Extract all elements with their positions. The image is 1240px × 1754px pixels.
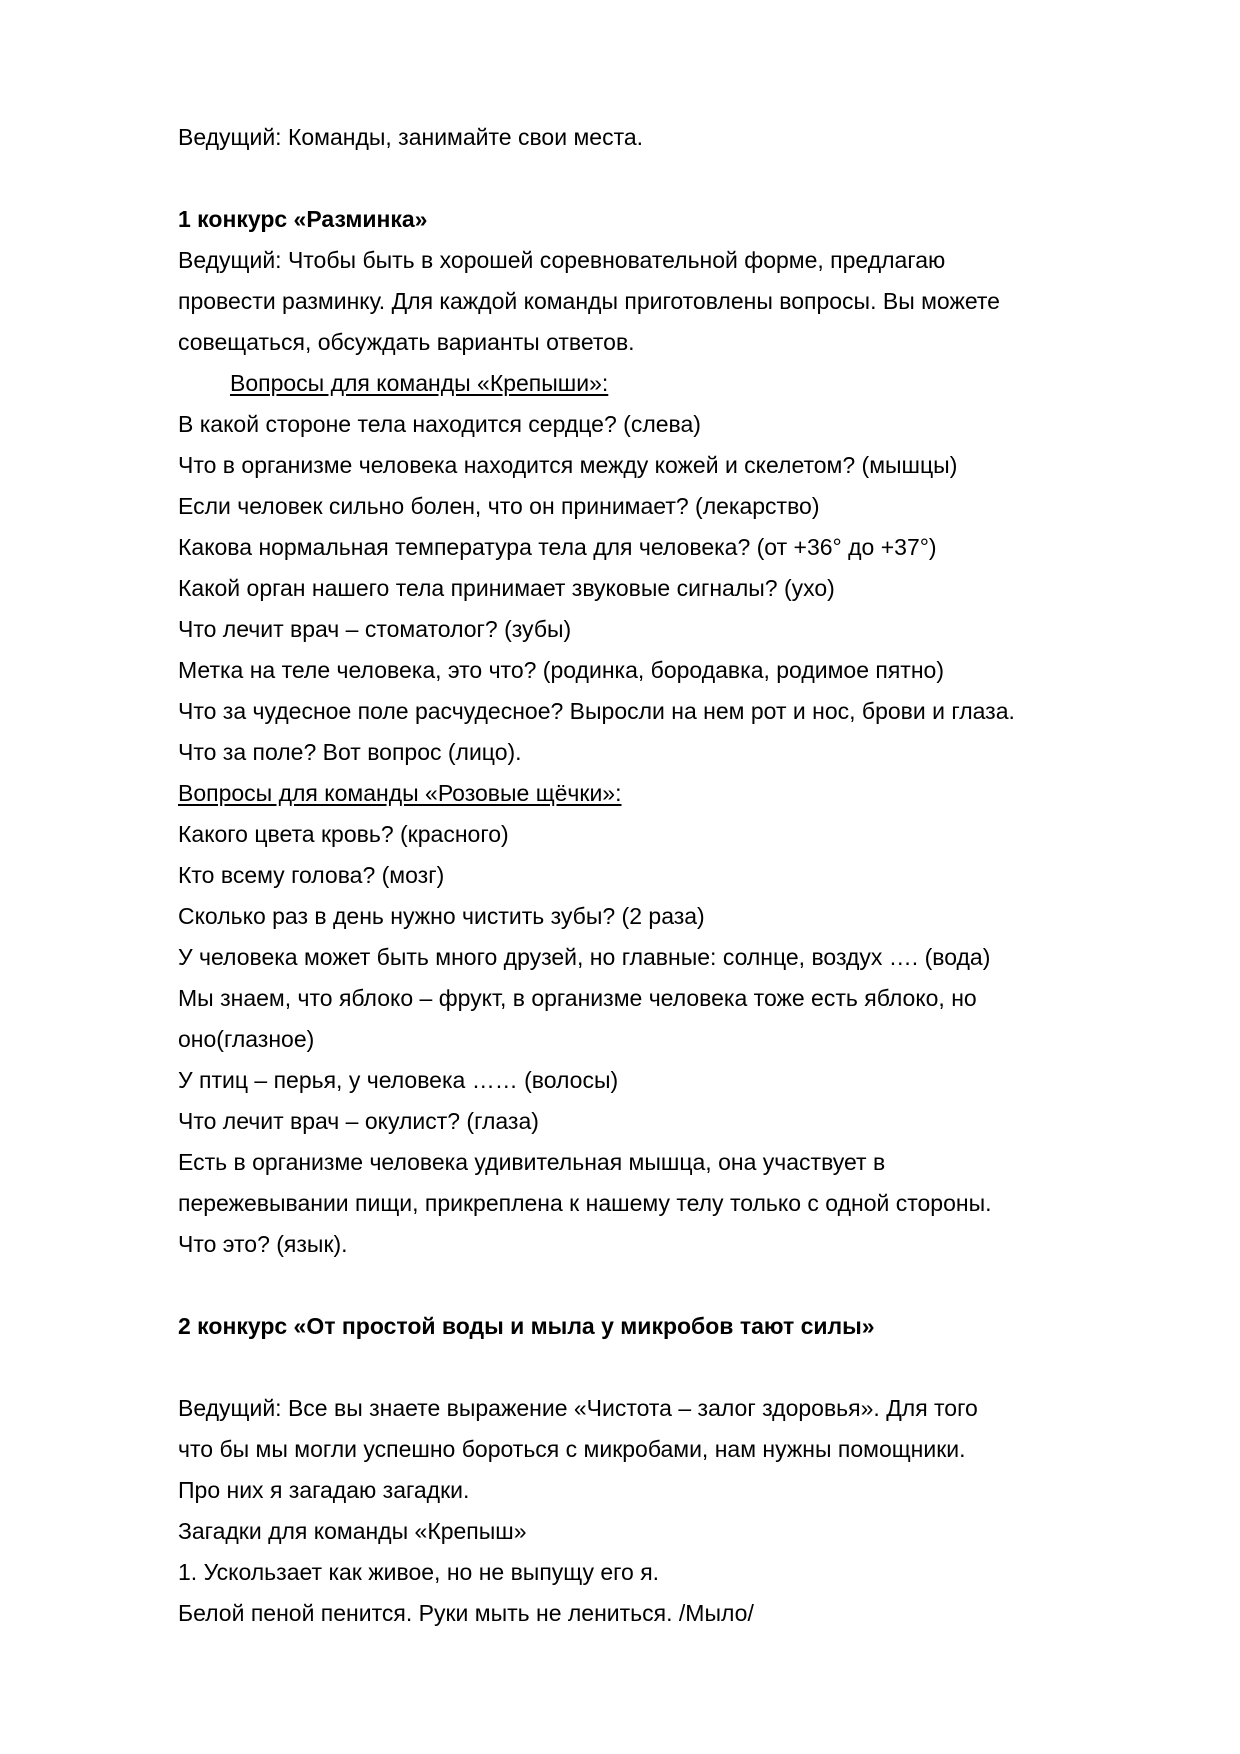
spacer	[178, 1265, 1168, 1306]
riddles-heading: Загадки для команды «Крепыш»	[178, 1518, 527, 1544]
question-line: Мы знаем, что яблоко – фрукт, в организме человека тоже есть яблоко, но	[178, 985, 977, 1011]
team1-heading	[178, 363, 1168, 404]
document-body	[178, 117, 1168, 1634]
question-line: Что лечит врач – окулист? (глаза)	[178, 1108, 539, 1134]
paragraph-line: Про них я загадаю загадки.	[178, 1477, 470, 1503]
question-line: пережевывании пищи, прикреплена к нашему телу только с одной стороны.	[178, 1190, 992, 1216]
question-line: Что это? (язык).	[178, 1231, 348, 1257]
team1-questions	[178, 404, 1168, 773]
contest2-host-text	[178, 1388, 1168, 1511]
team2-heading-text: Вопросы для команды «Розовые щёчки»:	[178, 780, 622, 806]
question-line: У птиц – перья, у человека …… (волосы)	[178, 1067, 619, 1093]
intro-line: Ведущий: Команды, занимайте свои места.	[178, 124, 644, 150]
question-line: Кто всему голова? (мозг)	[178, 862, 445, 888]
question-line: Что лечит врач – стоматолог? (зубы)	[178, 616, 572, 642]
team1-heading-text: Вопросы для команды «Крепыши»:	[230, 370, 609, 396]
question-line: У человека может быть много друзей, но главные: солнце, воздух …. (вода)	[178, 944, 991, 970]
riddle-line: Белой пеной пенится. Руки мыть не лениться. /Мыло/	[178, 1600, 754, 1626]
question-line: Сколько раз в день нужно чистить зубы? (2 раза)	[178, 903, 705, 929]
contest2-title: 2 конкурс «От простой воды и мыла у микробов тают силы»	[178, 1313, 875, 1339]
team2-questions	[178, 814, 1168, 1265]
question-line: Есть в организме человека удивительная мышца, она участвует в	[178, 1149, 886, 1175]
contest1-title: 1 конкурс «Разминка»	[178, 206, 428, 232]
riddle-line: 1. Ускользает как живое, но не выпущу его я.	[178, 1559, 660, 1585]
spacer	[178, 158, 1168, 199]
question-line: Что в организме человека находится между кожей и скелетом? (мышцы)	[178, 452, 958, 478]
question-line: Метка на теле человека, это что? (родинка, бородавка, родимое пятно)	[178, 657, 944, 683]
question-line: Какова нормальная температура тела для человека? (от +36° до +37°)	[178, 534, 937, 560]
team2-heading	[178, 773, 1168, 814]
riddles-list	[178, 1552, 1168, 1634]
paragraph-line: провести разминку. Для каждой команды приготовлены вопросы. Вы можете	[178, 288, 1000, 314]
paragraph-line: Ведущий: Все вы знаете выражение «Чистота – залог здоровья». Для того	[178, 1395, 978, 1421]
contest1-host-text	[178, 240, 1168, 363]
question-line: оно(глазное)	[178, 1026, 315, 1052]
question-line: Что за чудесное поле расчудесное? Выросли на нем рот и нос, брови и глаза.	[178, 698, 1015, 724]
spacer	[178, 1347, 1168, 1388]
question-line: Какой орган нашего тела принимает звуковые сигналы? (ухо)	[178, 575, 835, 601]
question-line: Какого цвета кровь? (красного)	[178, 821, 509, 847]
question-line: Если человек сильно болен, что он принимает? (лекарство)	[178, 493, 820, 519]
paragraph-line: что бы мы могли успешно бороться с микробами, нам нужны помощники.	[178, 1436, 966, 1462]
question-line: В какой стороне тела находится сердце? (слева)	[178, 411, 701, 437]
paragraph-line: совещаться, обсуждать варианты ответов.	[178, 329, 635, 355]
question-line: Что за поле? Вот вопрос (лицо).	[178, 739, 522, 765]
paragraph-line: Ведущий: Чтобы быть в хорошей соревновательной форме, предлагаю	[178, 247, 946, 273]
